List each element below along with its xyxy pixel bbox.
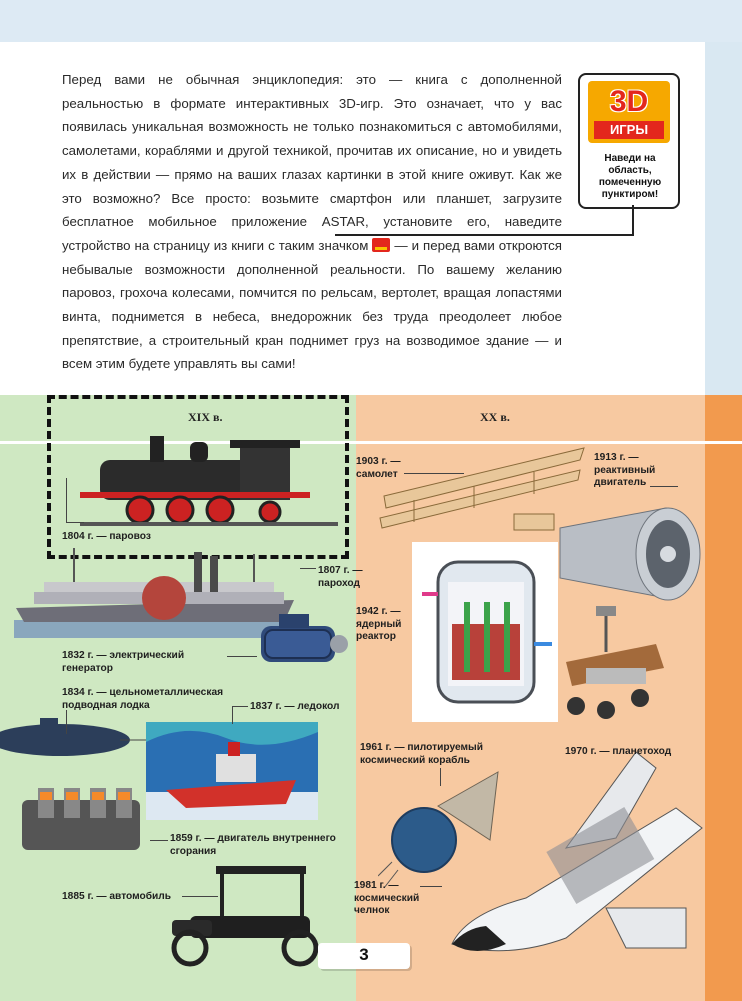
label-generator	[62, 650, 184, 675]
label-car: 1885 г. — автомобиль	[62, 891, 172, 902]
label-engine-line2: сгорания	[170, 845, 217, 857]
intro-text-part2: — и перед вами откроются небывалые возможности дополненной реальности. По вашему желанию паровоз, грохоча колесами, помчится по рельсам, вертолет, вращая лопастями винта, поднимется в небеса, внедорожник без труда преодолеет любое препятствие, а строительный кран поднимет груз на возводимое здание — и всем этим будете управлять вы сами!	[62, 237, 562, 372]
label-leader	[66, 522, 84, 523]
intro-text-part1: Перед вами не обычная энциклопедия: это — книга с дополненной реальностью в формате интерактивных 3D-игр. Это означает, что у вас появилась уникальная возможность не только познакомиться с автомобилями, самолетами, кораблями и другой техникой, прочитав их описание, но и увидеть их в действии — прямо на ваших глазах картинки в этой книге оживут. Как же это возможно? Все просто: возьмите смартфон или планшет, загрузите бесплатное мобильное приложение ASTAR, установите его, наведите устройство на страницу из книги с таким значком	[62, 72, 562, 253]
label-engine-line1: 1859 г. — двигатель внутреннего	[170, 833, 336, 844]
space-shuttle-illustration	[446, 748, 710, 970]
badge-logo-3d: 3D	[609, 85, 649, 118]
label-jet-line2: реактивный	[594, 464, 656, 476]
nuclear-reactor-illustration	[412, 542, 558, 722]
label-locomotive: 1804 г. — паровоз	[62, 531, 151, 542]
label-jet-engine	[594, 452, 655, 490]
label-plane-line1: 1903 г. —	[356, 456, 401, 467]
label-leader	[300, 568, 316, 569]
label-reactor-line2: ядерный	[356, 618, 402, 630]
3d-games-badge	[578, 73, 680, 209]
label-rover: 1970 г. — планетоход	[565, 746, 672, 757]
label-icebreaker: 1837 г. — ледокол	[250, 701, 340, 712]
icebreaker-illustration	[146, 722, 318, 820]
label-shuttle	[354, 880, 419, 918]
3d-games-icon	[372, 238, 390, 252]
badge-logo-games: ИГРЫ	[594, 121, 664, 139]
label-leader	[420, 886, 442, 887]
label-vostok-line1: 1961 г. — пилотируемый	[360, 742, 484, 753]
badge-logo	[588, 81, 670, 143]
internal-combustion-engine-illustration	[18, 780, 150, 860]
jet-engine-illustration	[556, 498, 706, 610]
label-plane-line2: самолет	[356, 468, 398, 480]
label-leader	[66, 478, 67, 522]
label-plane	[356, 456, 401, 481]
label-leader	[227, 656, 257, 657]
label-jet-line1: 1913 г. —	[594, 452, 639, 463]
label-engine	[170, 833, 336, 858]
label-reactor-line1: 1942 г. —	[356, 606, 401, 617]
era-title-20th: XX в.	[480, 410, 510, 424]
badge-pointer-line	[632, 205, 634, 235]
submarine-illustration	[0, 712, 150, 762]
automobile-illustration	[160, 860, 330, 970]
page-edge-blue	[705, 42, 742, 395]
label-leader	[232, 706, 233, 724]
label-leader	[150, 840, 168, 841]
label-generator-line1: 1832 г. — электрический	[62, 650, 185, 661]
label-submarine-line1: 1834 г. — цельнометаллическая	[62, 687, 224, 698]
page-number-box	[318, 943, 410, 969]
label-reactor-line3: реактор	[356, 631, 396, 642]
planetary-rover-illustration	[556, 602, 668, 726]
intro-paragraph	[62, 68, 562, 376]
page-edge-orange	[705, 395, 742, 1001]
label-jet-line3: двигатель	[594, 477, 647, 488]
label-leader	[232, 706, 248, 707]
badge-pointer-line	[335, 234, 634, 236]
label-leader	[404, 473, 464, 474]
label-reactor	[356, 606, 401, 644]
era-title-19th: XIX в.	[188, 410, 223, 424]
label-leader	[66, 710, 67, 734]
label-vostok-line2: космический корабль	[360, 754, 470, 766]
badge-caption: Наведи на область, помеченную пунктиром!	[598, 153, 662, 200]
label-steamboat-line2: пароход	[318, 577, 360, 589]
label-shuttle-line2: космический	[354, 892, 420, 904]
label-steamboat	[318, 565, 363, 590]
label-leader	[650, 486, 678, 487]
label-leader	[440, 768, 441, 786]
page-number: 3	[359, 945, 369, 964]
label-generator-line2: генератор	[62, 662, 113, 674]
airplane-illustration	[374, 430, 586, 542]
generator-illustration	[255, 608, 350, 670]
label-shuttle-line3: челнок	[354, 905, 390, 916]
label-shuttle-line1: 1981 г. —	[354, 880, 399, 891]
label-leader	[182, 896, 218, 897]
label-vostok	[360, 742, 483, 767]
label-steamboat-line1: 1807 г. —	[318, 565, 363, 576]
label-submarine	[62, 687, 223, 712]
label-submarine-line2: подводная лодка	[62, 699, 150, 711]
